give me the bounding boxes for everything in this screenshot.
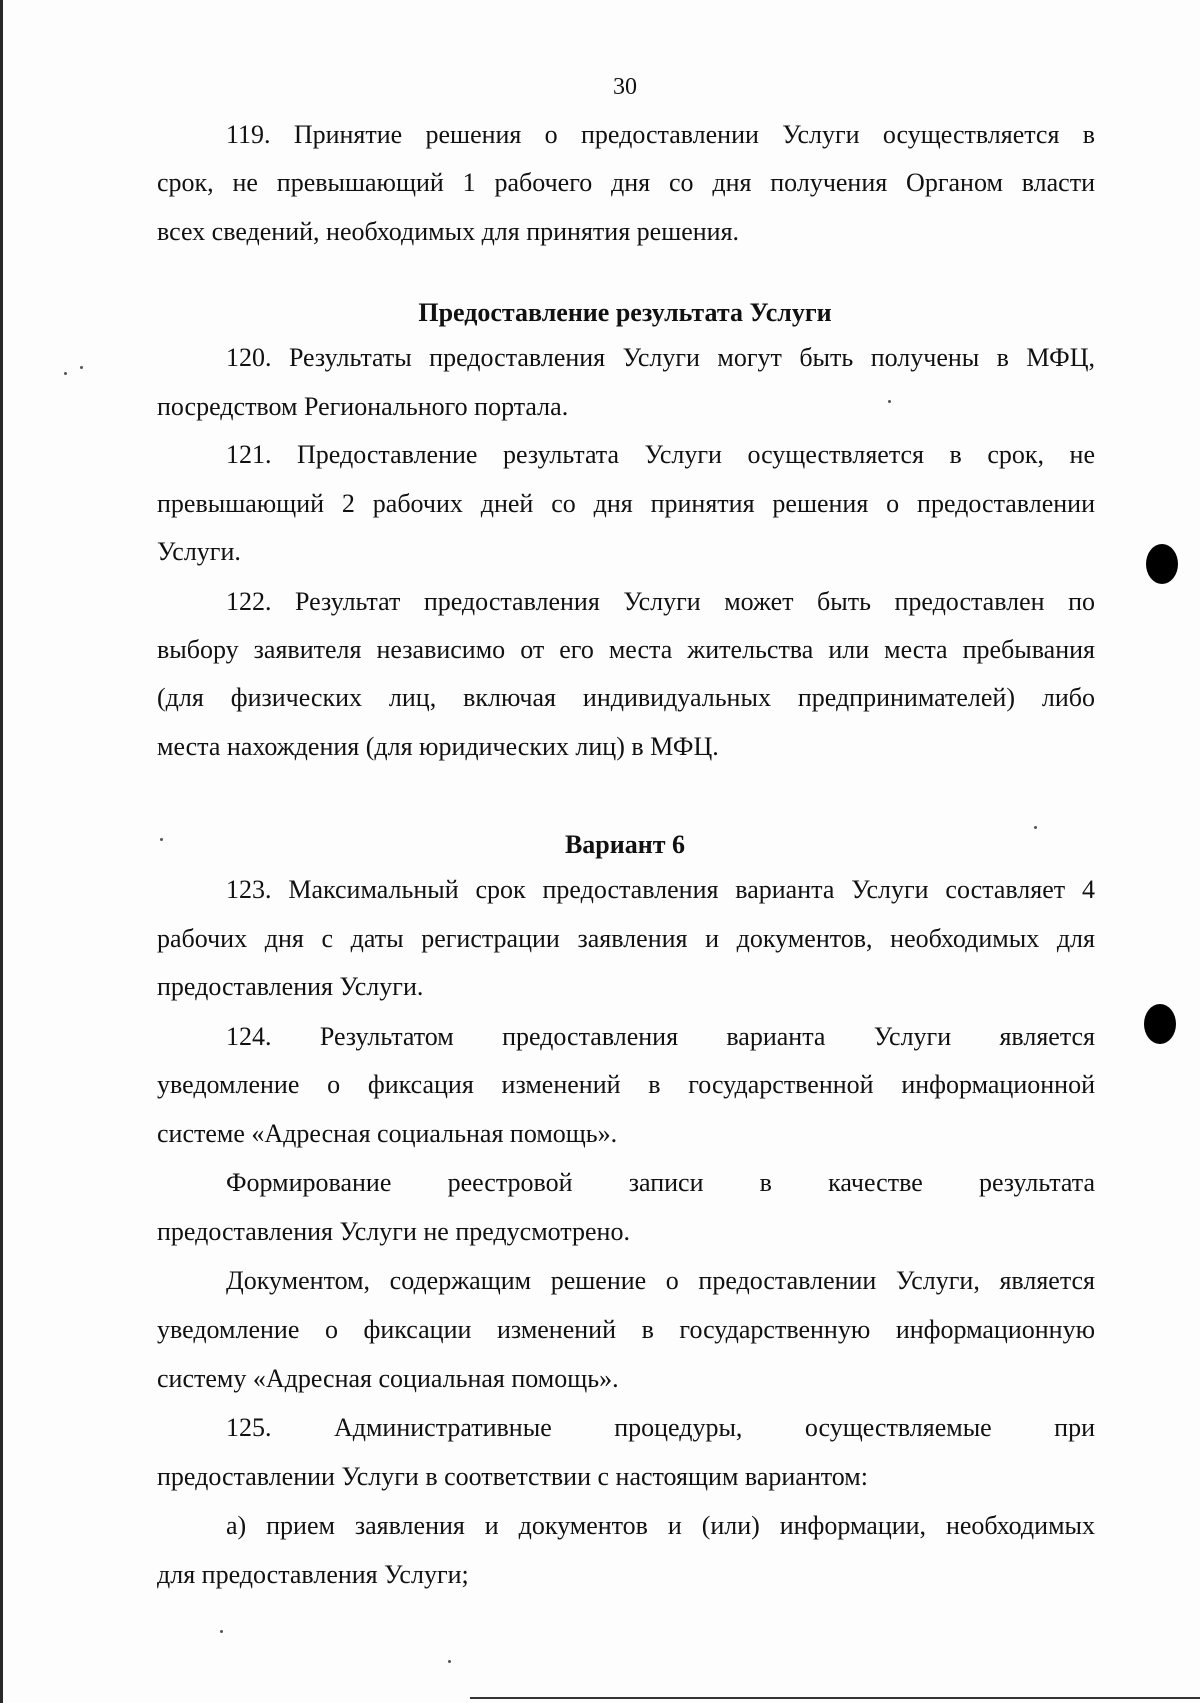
para-119-line-1: 119. Принятие решения о предоставлении Услуги осуществляется в: [226, 120, 1095, 149]
item-a-line-2: для предоставления Услуги;: [157, 1560, 469, 1589]
scan-speck: [448, 1660, 451, 1663]
para-124-line-3: системе «Адресная социальная помощь».: [157, 1119, 618, 1148]
punch-hole-top: [1146, 544, 1178, 584]
item-a-line-1: а) прием заявления и документов и (или) информации, необходимых: [226, 1511, 1095, 1540]
para-123-line-1: 123. Максимальный срок предоставления варианта Услуги составляет 4: [226, 875, 1095, 904]
scan-speck: [888, 400, 891, 403]
para-121-line-2: превышающий 2 рабочих дней со дня принятия решения о предоставлении: [157, 489, 1095, 518]
para-122-line-2: выбору заявителя независимо от его места жительства или места пребывания: [157, 635, 1095, 664]
para-119-line-3: всех сведений, необходимых для принятия решения.: [157, 217, 740, 246]
para-120-line-2: посредством Регионального портала.: [157, 392, 569, 421]
scan-bottom-edge: [470, 1697, 1200, 1699]
para-document-line-3: систему «Адресная социальная помощь».: [157, 1364, 619, 1393]
scan-speck: [80, 366, 83, 369]
para-123-line-3: предоставления Услуги.: [157, 972, 424, 1001]
para-122-line-4: места нахождения (для юридических лиц) в МФЦ.: [157, 732, 719, 761]
para-120-line-1: 120. Результаты предоставления Услуги могут быть получены в МФЦ,: [226, 343, 1095, 372]
para-121-line-3: Услуги.: [157, 537, 241, 566]
para-122-line-1: 122. Результат предоставления Услуги может быть предоставлен по: [226, 587, 1095, 616]
scan-speck: [1034, 826, 1037, 829]
heading-variant: Вариант 6: [564, 830, 686, 859]
para-registry-line-1: Формирование реестровой записи в качестве результата: [226, 1168, 1095, 1197]
para-123-line-2: рабочих дня с даты регистрации заявления и документов, необходимых для: [157, 924, 1095, 953]
para-registry-line-2: предоставления Услуги не предусмотрено.: [157, 1217, 630, 1246]
scan-speck: [160, 838, 163, 841]
para-124-line-1: 124. Результатом предоставления варианта Услуги является: [226, 1022, 1095, 1051]
para-document-line-1: Документом, содержащим решение о предоставлении Услуги, является: [226, 1266, 1095, 1295]
page-number: 30: [613, 74, 637, 100]
para-121-line-1: 121. Предоставление результата Услуги осуществляется в срок, не: [226, 440, 1095, 469]
punch-hole-bottom: [1144, 1004, 1176, 1044]
para-125-line-2: предоставлении Услуги в соответствии с настоящим вариантом:: [157, 1462, 868, 1491]
heading-result: Предоставление результата Услуги: [418, 298, 832, 327]
scan-speck: [64, 372, 67, 375]
para-119-line-2: срок, не превышающий 1 рабочего дня со дня получения Органом власти: [157, 168, 1095, 197]
scan-speck: [220, 1630, 223, 1633]
para-124-line-2: уведомление о фиксация изменений в государственной информационной: [157, 1070, 1095, 1099]
para-122-line-3: (для физических лиц, включая индивидуальных предпринимателей) либо: [157, 683, 1095, 712]
para-document-line-2: уведомление о фиксации изменений в государственную информационную: [157, 1315, 1095, 1344]
para-125-line-1: 125. Административные процедуры, осуществляемые при: [226, 1413, 1095, 1442]
